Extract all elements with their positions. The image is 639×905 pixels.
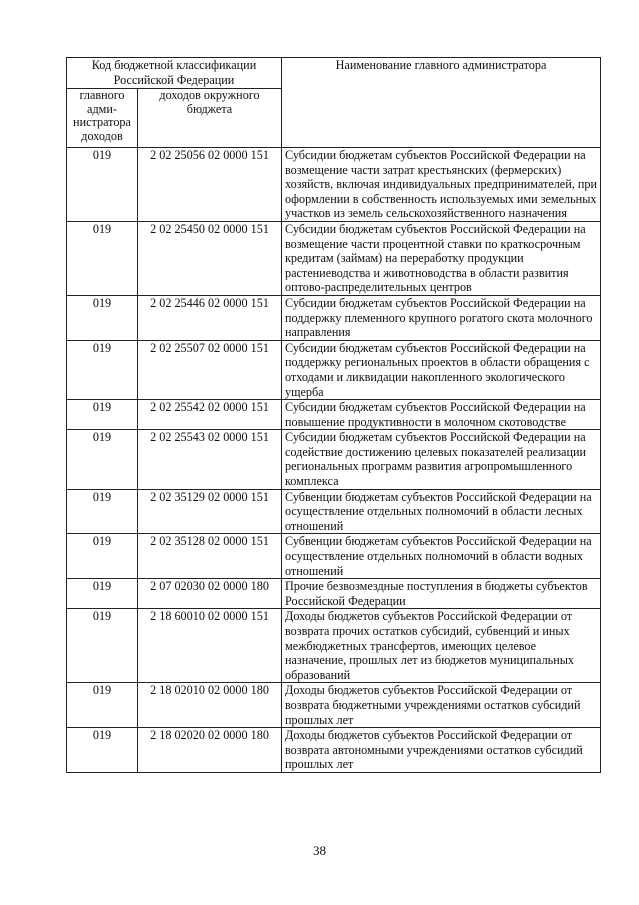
header-administrator-name: Наименование главного администратора	[282, 58, 601, 148]
cell-admin-code: 019	[67, 430, 138, 489]
table-row	[67, 340, 601, 399]
cell-administrator-name: Доходы бюджетов субъектов Российской Федерации от возврата автономными учреждениями остатков субсидий прошлых лет	[282, 728, 601, 773]
cell-administrator-name: Доходы бюджетов субъектов Российской Федерации от возврата бюджетными учреждениями остатков субсидий прошлых лет	[282, 683, 601, 728]
cell-administrator-name: Доходы бюджетов субъектов Российской Федерации от возврата прочих остатков субсидий, субвенций и иных межбюджетных трансфертов, имеющих целевое назначение, прошлых лет из бюджетов муниципальных образований	[282, 609, 601, 683]
cell-revenue-code: 2 02 35128 02 0000 151	[138, 534, 282, 579]
table-row	[67, 430, 601, 489]
cell-administrator-name: Субсидии бюджетам субъектов Российской Федерации на возмещение части процентной ставки по краткосрочным кредитам (займам) на переработку продукции растениеводства и животноводства в области развития оптово-распределительных центров	[282, 221, 601, 295]
cell-admin-code: 019	[67, 340, 138, 399]
table-row	[67, 579, 601, 609]
header-main-administrator: главного адми-нистратора доходов	[67, 89, 138, 148]
table-row	[67, 489, 601, 534]
table-row	[67, 683, 601, 728]
cell-revenue-code: 2 02 25507 02 0000 151	[138, 340, 282, 399]
cell-revenue-code: 2 07 02030 02 0000 180	[138, 579, 282, 609]
table-row	[67, 148, 601, 222]
cell-administrator-name: Субвенции бюджетам субъектов Российской Федерации на осуществление отдельных полномочий в области водных отношений	[282, 534, 601, 579]
cell-revenue-code: 2 18 02020 02 0000 180	[138, 728, 282, 773]
cell-admin-code: 019	[67, 728, 138, 773]
table-row	[67, 534, 601, 579]
cell-revenue-code: 2 18 60010 02 0000 151	[138, 609, 282, 683]
cell-admin-code: 019	[67, 609, 138, 683]
cell-admin-code: 019	[67, 221, 138, 295]
cell-revenue-code: 2 02 25056 02 0000 151	[138, 148, 282, 222]
cell-administrator-name: Субсидии бюджетам субъектов Российской Федерации на поддержку региональных проектов в области обращения с отходами и ликвидации накопленного экологического ущерба	[282, 340, 601, 399]
cell-admin-code: 019	[67, 579, 138, 609]
page-number: 38	[313, 843, 326, 858]
table-header	[67, 58, 601, 148]
table-row	[67, 221, 601, 295]
header-district-budget-revenue: доходов окружного бюджета	[138, 89, 282, 148]
cell-revenue-code: 2 02 25543 02 0000 151	[138, 430, 282, 489]
cell-revenue-code: 2 02 25450 02 0000 151	[138, 221, 282, 295]
table-row	[67, 400, 601, 430]
cell-admin-code: 019	[67, 148, 138, 222]
budget-classification-table	[66, 57, 601, 773]
cell-revenue-code: 2 02 35129 02 0000 151	[138, 489, 282, 534]
table-body	[67, 148, 601, 773]
header-budget-classification-code: Код бюджетной классификации Российской Федерации	[67, 58, 282, 89]
cell-revenue-code: 2 02 25542 02 0000 151	[138, 400, 282, 430]
table-row	[67, 728, 601, 773]
cell-admin-code: 019	[67, 489, 138, 534]
cell-administrator-name: Субсидии бюджетам субъектов Российской Федерации на поддержку племенного крупного рогатого скота молочного направления	[282, 295, 601, 340]
cell-revenue-code: 2 18 02010 02 0000 180	[138, 683, 282, 728]
cell-administrator-name: Субвенции бюджетам субъектов Российской Федерации на осуществление отдельных полномочий в области лесных отношений	[282, 489, 601, 534]
cell-admin-code: 019	[67, 400, 138, 430]
cell-administrator-name: Субсидии бюджетам субъектов Российской Федерации на повышение продуктивности в молочном скотоводстве	[282, 400, 601, 430]
cell-admin-code: 019	[67, 295, 138, 340]
cell-administrator-name: Субсидии бюджетам субъектов Российской Федерации на возмещение части затрат крестьянских (фермерских) хозяйств, включая индивидуальных предпринимателей, при оформлении в собственность используемых ими земельных участков из земель сельскохозяйственного назначения	[282, 148, 601, 222]
cell-admin-code: 019	[67, 683, 138, 728]
table-row	[67, 295, 601, 340]
cell-admin-code: 019	[67, 534, 138, 579]
table-row	[67, 609, 601, 683]
cell-administrator-name: Субсидии бюджетам субъектов Российской Федерации на содействие достижению целевых показателей реализации региональных программ развития агропромышленного комплекса	[282, 430, 601, 489]
cell-revenue-code: 2 02 25446 02 0000 151	[138, 295, 282, 340]
cell-administrator-name: Прочие безвозмездные поступления в бюджеты субъектов Российской Федерации	[282, 579, 601, 609]
